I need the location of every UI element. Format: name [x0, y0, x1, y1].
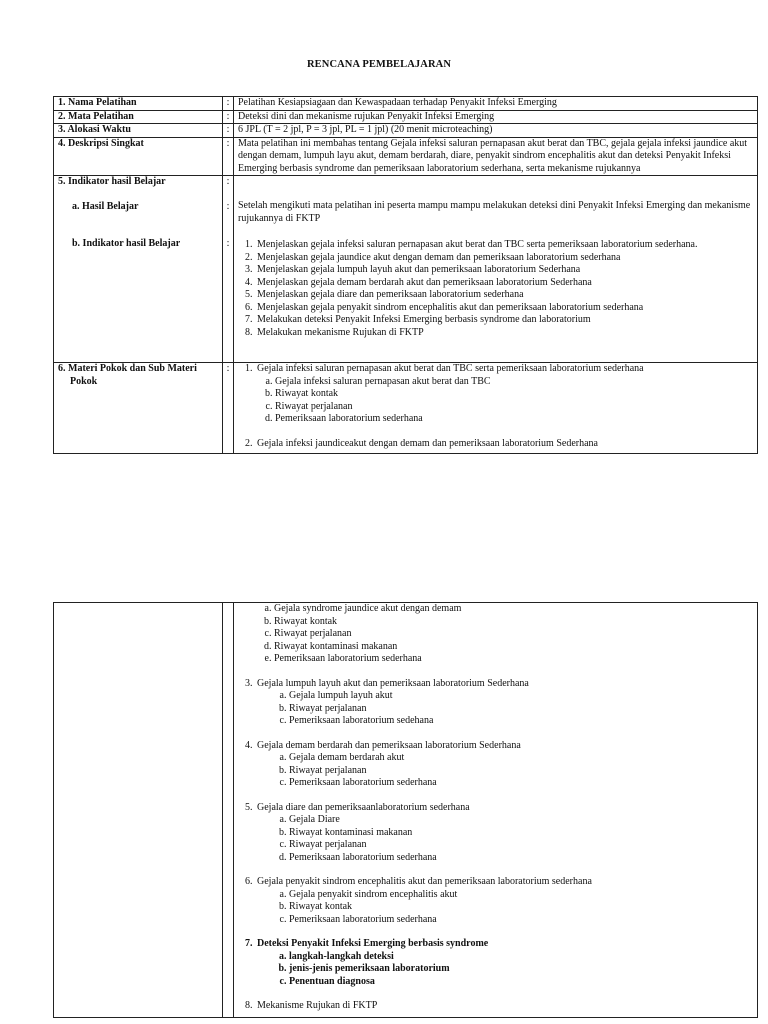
row-label: [54, 603, 223, 1018]
sub-item: a. Gejala Diare: [289, 814, 753, 827]
indicator-label: 5. Indikator hasil Belajar: [58, 176, 166, 187]
row-colon: :: [223, 137, 234, 176]
row-label: [54, 363, 223, 454]
sub-item: a. Gejala syndrome jaundice akut dengan demam: [274, 603, 753, 616]
table-row: [54, 124, 758, 138]
list-item: 1. Menjelaskan gejala infeksi saluran pernapasan akut berat dan TBC serta pemeriksaan laboratorium sederhana.: [255, 239, 753, 252]
row-value: Pelatihan Kesiapsiagaan dan Kewaspadaan terhadap Penyakit Infeksi Emerging: [234, 97, 758, 111]
materi-label-cont: Pokok: [70, 375, 98, 387]
table-row: [54, 176, 758, 363]
table-row: [54, 110, 758, 124]
sub-item: b. Riwayat kontak: [274, 616, 753, 629]
sub-list: [238, 603, 753, 666]
row-colon: :: [223, 363, 234, 454]
sub-item: e. Pemeriksaan laboratorium sederhana: [274, 653, 753, 666]
list-item: 3. Menjelaskan gejala lumpuh layuh akut dan pemeriksaan laboratorium Sederhana: [255, 264, 753, 277]
row-label: 4. Deskripsi Singkat: [54, 137, 223, 176]
sub-item: b. Riwayat perjalanan: [289, 765, 753, 778]
sub-item: c. Pemeriksaan laboratorium sederhana: [289, 777, 753, 790]
list-item: 8. Mekanisme Rujukan di FKTP: [255, 1000, 753, 1013]
materi-title: Deteksi Penyakit Infeksi Emerging berbasis syndrome: [257, 938, 489, 949]
table-row: [54, 363, 758, 454]
lesson-plan-table: [53, 96, 758, 454]
sub-item: b. Riwayat kontaminasi makanan: [289, 827, 753, 840]
row-value: Deteksi dini dan mekanisme rujukan Penyakit Infeksi Emerging: [234, 110, 758, 124]
sub-item: d. Riwayat kontaminasi makanan: [274, 641, 753, 654]
list-item: [255, 678, 753, 740]
row-colon: :: [226, 238, 230, 249]
materi-title: Gejala demam berdarah dan pemeriksaan laboratorium Sederhana: [257, 739, 521, 751]
sub-item: b. Riwayat kontak: [275, 388, 753, 401]
row-label: 2. Mata Pelatihan: [54, 110, 223, 124]
sub-item: c. Riwayat perjalanan: [275, 401, 753, 414]
row-colon: :: [226, 200, 230, 212]
list-item: 6. Menjelaskan gejala penyakit sindrom encephalitis akut dan pemeriksaan laboratorium sederhana: [255, 302, 753, 315]
list-item: [255, 938, 753, 1000]
list-item: 2. Gejala infeksi jaundiceakut dengan demam dan pemeriksaan laboratorium Sederhana: [255, 438, 753, 451]
row-value: Mata pelatihan ini membahas tentang Gejala infeksi saluran pernapasan akut berat dan TBC, gejala gejala infeksi jaundice akut dengan demam, lumpuh layu akut, demam berdarah, diare, penyakit sindrom encephalitis akut dan deteksi Penyakit Infeksi Emerging berbasis syndrome dan pemeriksaan laboratorium sederhana, serta mekanisme rujukannya: [234, 137, 758, 176]
sub-list: [257, 752, 753, 790]
sub-item: c. Riwayat perjalanan: [274, 628, 753, 641]
sub-list: [257, 889, 753, 927]
list-item: [255, 802, 753, 877]
sub-item: c. Penentuan diagnosa: [289, 976, 753, 989]
row-label: 1. Nama Pelatihan: [54, 97, 223, 111]
materi-list-continued: [238, 678, 753, 1013]
sub-item: a. Gejala infeksi saluran pernapasan akut berat dan TBC: [275, 376, 753, 389]
materi-list: [238, 363, 753, 450]
hasil-belajar-label: a. Hasil Belajar: [72, 200, 139, 212]
materi-label: 6. Materi Pokok dan Sub Materi: [58, 363, 197, 374]
table-row: [54, 603, 758, 1018]
materi-title: Gejala penyakit sindrom encephalitis akut dan pemeriksaan laboratorium sederhana: [257, 876, 592, 887]
row-label-group: [54, 176, 223, 363]
sub-list: [257, 690, 753, 728]
sub-item: a. Gejala demam berdarah akut: [289, 752, 753, 765]
materi-title: Gejala diare dan pemeriksaanlaboratorium sederhana: [257, 801, 470, 813]
list-item: 7. Melakukan deteksi Penyakit Infeksi Emerging berbasis syndrome dan laboratorium: [255, 314, 753, 327]
materi-title: Gejala infeksi saluran pernapasan akut berat dan TBC serta pemeriksaan laboratorium sederhana: [257, 363, 644, 374]
sub-item: c. Pemeriksaan laboratorium sederhana: [289, 914, 753, 927]
row-colon: :: [223, 97, 234, 111]
row-colon-group: [223, 176, 234, 363]
table-row: [54, 137, 758, 176]
row-value: [234, 363, 758, 454]
sub-item: d. Pemeriksaan laboratorium sederhana: [275, 413, 753, 426]
sub-item: a. Gejala penyakit sindrom encephalitis akut: [289, 889, 753, 902]
document-title: RENCANA PEMBELAJARAN: [306, 59, 452, 70]
row-colon: [223, 603, 234, 1018]
list-item: [255, 363, 753, 438]
row-colon: :: [223, 124, 234, 138]
row-value-group: [234, 176, 758, 363]
hasil-belajar-text: Setelah mengikuti mata pelatihan ini peserta mampu mampu melakukan deteksi dini Penyakit Infeksi Emerging dan mekanisme rujukannya di FKTP: [238, 200, 751, 224]
row-label: 3. Alokasi Waktu: [54, 124, 223, 138]
sub-list: [257, 814, 753, 864]
materi-title: Gejala lumpuh layuh akut dan pemeriksaan laboratorium Sederhana: [257, 677, 529, 689]
list-item: [255, 740, 753, 802]
row-colon: :: [223, 110, 234, 124]
sub-item: c. Riwayat perjalanan: [289, 839, 753, 852]
indikator-hasil-label: b. Indikator hasil Belajar: [72, 238, 181, 249]
sub-item: b. Riwayat kontak: [289, 901, 753, 914]
row-colon: :: [226, 176, 230, 187]
list-item: 8. Melakukan mekanisme Rujukan di FKTP: [255, 327, 753, 340]
sub-item: b. Riwayat perjalanan: [289, 703, 753, 716]
sub-list: [257, 951, 753, 989]
row-value: [234, 603, 758, 1018]
list-item: [255, 876, 753, 938]
lesson-plan-table-continued: [53, 602, 758, 1018]
row-value: 6 JPL (T = 2 jpl, P = 3 jpl, PL = 1 jpl) (20 menit microteaching): [234, 124, 758, 138]
indikator-list: [238, 239, 753, 339]
sub-item: a. langkah-langkah deteksi: [289, 951, 753, 964]
sub-item: a. Gejala lumpuh layuh akut: [289, 690, 753, 703]
sub-list: [257, 376, 753, 426]
sub-item: c. Pemeriksaan laboratorium sedehana: [289, 715, 753, 728]
table-row: [54, 97, 758, 111]
list-item: 2. Menjelaskan gejala jaundice akut dengan demam dan pemeriksaan laboratorium sederhana: [255, 252, 753, 265]
sub-item: d. Pemeriksaan laboratorium sederhana: [289, 852, 753, 865]
sub-item: b. jenis-jenis pemeriksaan laboratorium: [289, 963, 753, 976]
list-item: 5. Menjelaskan gejala diare dan pemeriksaan laboratorium sederhana: [255, 289, 753, 302]
list-item: 4. Menjelaskan gejala demam berdarah akut dan pemeriksaan laboratorium Sederhana: [255, 277, 753, 290]
